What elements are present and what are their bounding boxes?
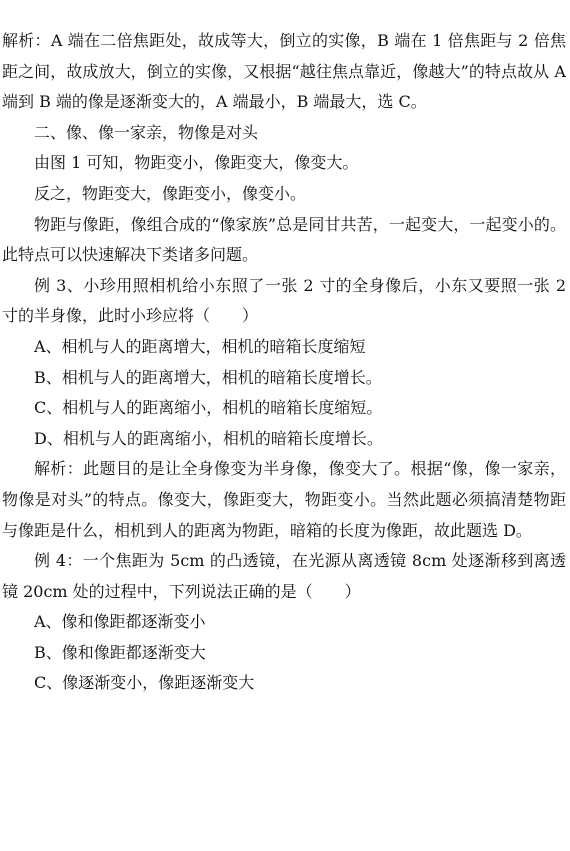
example-3-question: 例 3、小珍用照相机给小东照了一张 2 寸的全身像后，小东又要照一张 2 寸的半身像，此时小珍应将（ ） [2,275,566,326]
paragraph-converse: 反之，物距变大，像距变小，像变小。 [34,183,307,203]
document-page [0,26,570,699]
example-3-analysis: 解析：此题目的是让全身像变为半身像，像变大了。根据“像，像一家亲，物像是对头”的特点。像变大，像距变大，物距变小。当然此题必须搞清楚物距与像距是什么，相机到人的距离为物距，暗箱的长度为像距，故此题选 D。 [2,459,566,540]
example-3-option-d: D、相机与人的距离缩小，相机的暗箱长度增长。 [34,428,383,448]
paragraph-analysis-1: 解析：A 端在二倍焦距处，故成等大，倒立的实像，B 端在 1 倍焦距与 2 倍焦距之间，故成放大，倒立的实像，又根据“越往焦点靠近，像越大”的特点故从 A 端到 B 端的像是逐渐变大的，A 端最小，B 端最大，选 C。 [2,31,566,112]
example-4-question: 例 4：一个焦距为 5cm 的凸透镜，在光源从离透镜 8cm 处逐渐移到离透镜 20cm 处的过程中，下列说法正确的是（ ） [2,551,566,601]
section-heading: 二、像、像一家亲，物像是对头 [34,122,259,142]
paragraph-figure-note: 由图 1 可知，物距变小，像距变大，像变大。 [34,153,359,173]
example-3-option-c: C、相机与人的距离缩小，相机的暗箱长度缩短。 [34,398,383,418]
example-3-option-b: B、相机与人的距离增大，相机的暗箱长度增长。 [34,367,382,387]
example-4-option-b: B、像和像距都逐渐变大 [34,642,206,662]
paragraph-image-family: 物距与像距，像组合成的“像家族”总是同甘共苦，一起变大，一起变小的。此特点可以快速解决下类诸多问题。 [2,214,566,265]
example-3-option-a: A、相机与人的距离增大，相机的暗箱长度缩短 [34,336,366,356]
example-4-option-a: A、像和像距都逐渐变小 [34,612,206,632]
example-4-option-c: C、像逐渐变小，像距逐渐变大 [34,673,255,693]
